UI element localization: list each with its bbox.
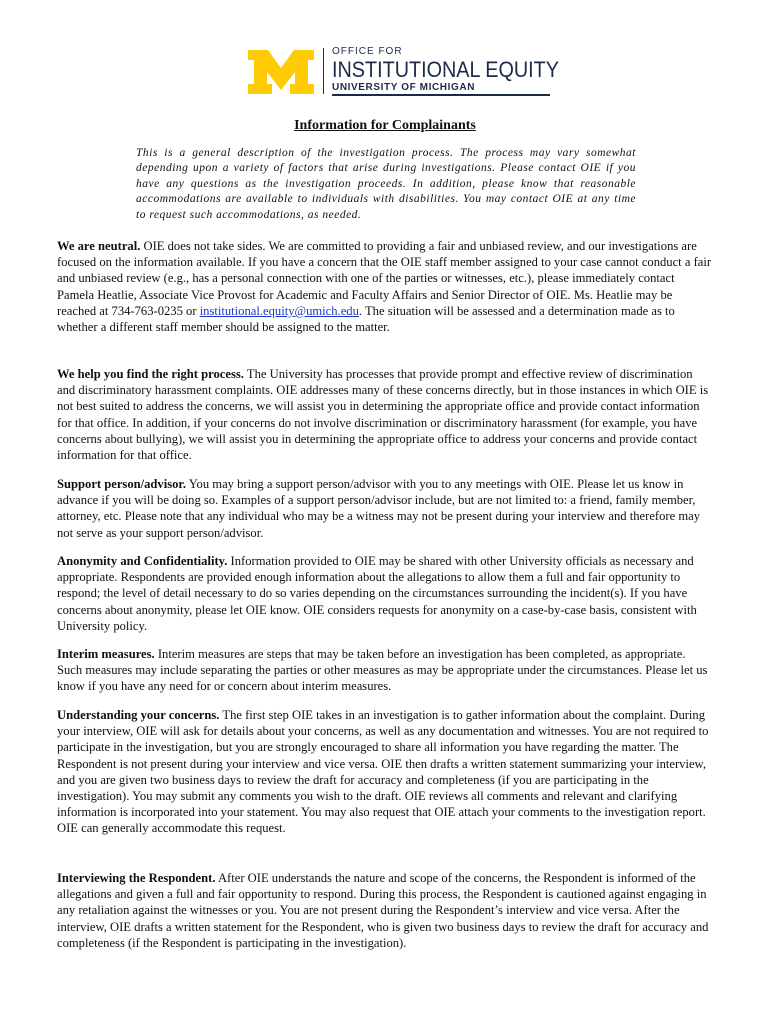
logo-institutional-equity: INSTITUTIONAL EQUITY — [332, 57, 559, 82]
section-heading: Support person/advisor. — [57, 477, 187, 491]
section-interviewing-respondent — [57, 870, 712, 951]
section-body: The University has processes that provide prompt and effective review of discrimination and discriminatory harassment complaints. OIE addresses many of these concerns directly, but in those instances in which OIE is not best suited to address the concerns, we will assist you in determining the appropriate office and provide contact information for that office. In addition, if your concerns do not involve discrimination or discriminatory harassment (for example, you have concerns about bullying), we will assist you in determining the appropriate office to address your concerns and provide contact information for that office. — [57, 367, 709, 463]
section-heading: We are neutral. — [57, 239, 141, 253]
logo-university: UNIVERSITY OF MICHIGAN — [332, 82, 476, 93]
section-anonymity — [57, 553, 712, 634]
section-heading: Interviewing the Respondent. — [57, 871, 216, 885]
oie-logo — [248, 46, 559, 98]
section-body: You may bring a support person/advisor with you to any meetings with OIE. Please let us know in advance if you will be doing so. Examples of a support person/advisor include, but are not limited to: a friend, family member, attorney, etc. Please note that any individual who may be a witness may not be present during your interview and therefore may not serve as your support person/advisor. — [57, 477, 701, 540]
section-body: After OIE understands the nature and scope of the concerns, the Respondent is informed of the allegations and given a full and fair opportunity to respond. During this process, the Respondent is cautioned against engaging in any retaliation against the witnesses or you. You are not present during the Respondent’s interview and vice versa. After the interview, OIE drafts a written statement for the Respondent, who is given two business days to review the draft for accuracy and completeness (if the Respondent is participating in the investigation). — [57, 871, 709, 950]
section-neutral — [57, 238, 712, 335]
section-body: Interim measures are steps that may be taken before an investigation has been completed, as appropriate. Such measures may include separating the parties or other measures as may be appropriate under the circumstances. Please let us know if you have any need for or concern about interim measures. — [57, 647, 708, 694]
section-understanding-concerns — [57, 707, 712, 837]
logo-divider — [323, 48, 324, 94]
section-right-process — [57, 366, 712, 463]
logo-office-for: OFFICE FOR — [332, 46, 403, 57]
section-body: OIE does not take sides. We are committed to providing a fair and unbiased review, and our investigations are focused on the information available. If you have a concern that the OIE staff member assigned to your case cannot conduct a fair and unbiased review (e.g., has a personal connection with one of the parties or witnesses, etc.), please immediately contact Pamela Heatlie, Associate Vice Provost for Academic and Faculty Affairs and Senior Director of OIE. Ms. Heatlie may be reached at 734-763-0235 or — [57, 239, 712, 318]
section-heading: We help you find the right process. — [57, 367, 244, 381]
section-support-person — [57, 476, 712, 541]
logo-wordmark — [332, 46, 584, 94]
logo-underline — [332, 94, 550, 96]
section-body: The first step OIE takes in an investigation is to gather information about the complaint. During your interview, OIE will ask for details about your concerns, as well as any documentation and witnesses. You are not required to participate in the investigation, but you are strongly encouraged to share all information you have regarding the matter. The Respondent is not present during your interview and vice versa. OIE then drafts a written statement summarizing your interview, and you are given two business days to review the draft for accuracy and completeness (if you are participating in the investigation). You may submit any comments you wish to the draft. OIE reviews all comments and relevant and clarifying information is incorporated into your statement. You may also request that OIE attach your comments to the investigation report. OIE can generally accommodate this request. — [57, 708, 709, 836]
email-link[interactable]: institutional.equity@umich.edu — [199, 303, 359, 318]
section-interim-measures — [57, 646, 712, 695]
section-heading: Anonymity and Confidentiality. — [57, 554, 228, 568]
section-heading: Understanding your concerns. — [57, 708, 220, 722]
section-heading: Interim measures. — [57, 647, 155, 661]
section-body-end: . The situation will be assessed and a determination made as to whether a different staff member should be assigned to the matter. — [57, 303, 675, 335]
section-body: Information provided to OIE may be shared with other University officials as necessary and appropriate. Respondents are provided enough information about the allegations to allow them a full and fair opportunity to respond; the level of detail necessary to do so varies depending on the circumstances surrounding the incident(s). If you have concerns about anonymity, please let OIE know. OIE considers requests for anonymity on a case-by-case basis, consistent with University policy. — [57, 554, 697, 633]
intro-paragraph: This is a general description of the investigation process. The process may vary somewhat depending upon a variety of factors that arise during investigations. Please contact OIE if you have any questions as the investigation proceeds. In addition, please know that reasonable accommodations are available to individuals with disabilities. You may contact OIE at any time to request such accommodations, as needed. — [136, 147, 636, 221]
page-title: Information for Complainants — [294, 118, 476, 133]
block-m-logo-icon — [248, 50, 314, 94]
